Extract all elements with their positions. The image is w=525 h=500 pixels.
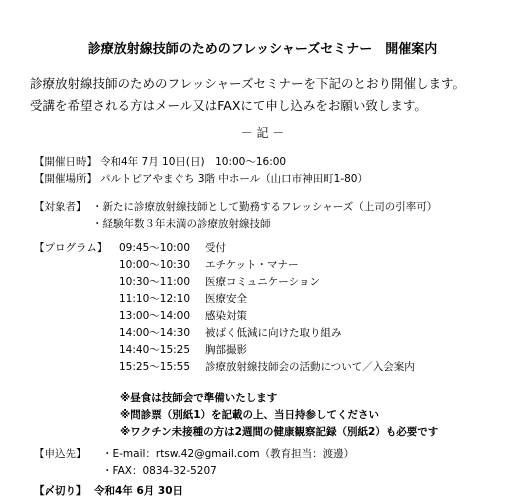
page-title: 診療放射線技師のためのフレッシャーズセミナー 開催案内 bbox=[87, 42, 438, 57]
program-desc: エチケット・マナー bbox=[205, 259, 299, 271]
program-desc: 医療コミュニケーション bbox=[205, 276, 320, 288]
program-desc: 感染対策 bbox=[205, 310, 247, 322]
program-time: 11:10～12:10 bbox=[119, 293, 191, 305]
program-desc: 診療放射線技師会の活動について／入会案内 bbox=[205, 361, 415, 373]
note-lunch: ※昼食は技師会で準備いたします bbox=[120, 392, 278, 404]
program-desc: 受付 bbox=[205, 242, 226, 254]
program-time: 13:00～14:00 bbox=[119, 310, 191, 322]
program-desc: 医療安全 bbox=[205, 293, 247, 305]
program-desc: 被ばく低減に向けた取り組み bbox=[205, 327, 342, 339]
note-vaccine: ※ワクチン未接種の方は2週間の健康観察記録（別紙2）も必要です bbox=[120, 426, 439, 438]
program-label: 【プログラム】 bbox=[34, 242, 108, 254]
deadline-value: 令和4年 6月 30日 bbox=[94, 485, 184, 497]
venue-label: 【開催場所】 bbox=[34, 173, 97, 185]
contact-email: ・E-mail：rtsw.42@gmail.com（教育担当：渡邊） bbox=[102, 448, 355, 460]
target-item-2: ・経験年数３年未満の診療放射線技師 bbox=[92, 218, 271, 230]
contact-fax: ・FAX：0834-32-5207 bbox=[102, 465, 217, 477]
program-time: 15:25～15:55 bbox=[119, 361, 191, 373]
program-time: 10:00～10:30 bbox=[119, 259, 191, 271]
deadline-label: 【〆切り】 bbox=[34, 485, 87, 497]
date-value: 令和4年 7月 10日(日) 10:00～16:00 bbox=[100, 156, 287, 168]
contact-label: 【申込先】 bbox=[34, 448, 87, 460]
program-desc: 胸部撮影 bbox=[205, 344, 247, 356]
intro-line-2: 受講を希望される方はメール又はFAXにて申し込みをお願い致します。 bbox=[30, 98, 427, 113]
ki-heading: － 記 － bbox=[240, 126, 285, 140]
program-time: 14:00～14:30 bbox=[119, 327, 191, 339]
venue-value: パルトピアやまぐち 3階 中ホール（山口市神田町1-80） bbox=[100, 173, 368, 185]
intro-line-1: 診療放射線技師のためのフレッシャーズセミナーを下記のとおり開催します。 bbox=[30, 76, 466, 91]
date-label: 【開催日時】 bbox=[34, 156, 97, 168]
target-label: 【対象者】 bbox=[34, 201, 87, 213]
program-time: 10:30～11:00 bbox=[119, 276, 191, 288]
target-item-1: ・新たに診療放射線技師として勤務するフレッシャーズ（上司の引率可） bbox=[92, 201, 438, 213]
program-time: 14:40～15:25 bbox=[119, 344, 191, 356]
note-questionnaire: ※問診票（別紙1）を記載の上、当日持参してください bbox=[120, 409, 380, 421]
program-time: 09:45～10:00 bbox=[119, 242, 191, 254]
